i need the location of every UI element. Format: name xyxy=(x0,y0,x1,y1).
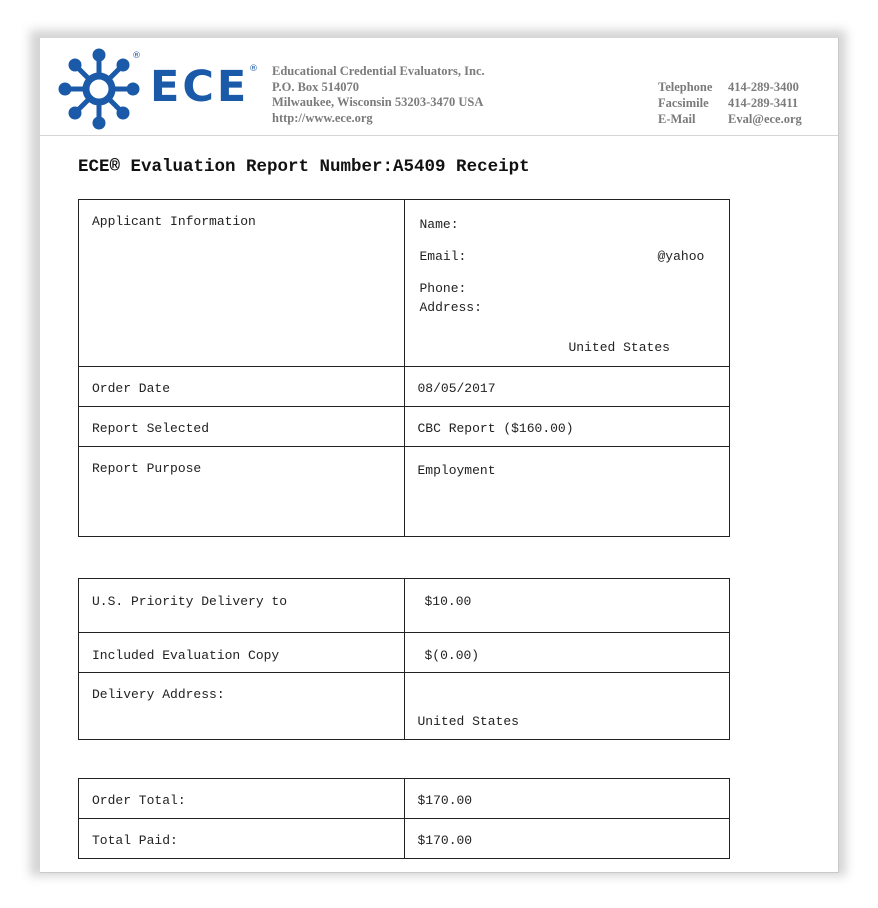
report-purpose-value: Employment xyxy=(417,463,496,478)
contact-value: 414-289-3411 xyxy=(728,96,799,110)
table-row xyxy=(79,633,730,673)
report-selected-value: CBC Report ($160.00) xyxy=(417,421,574,436)
order-date-value-cell xyxy=(404,367,730,407)
company-city: Milwaukee, Wisconsin 53203-3470 USA xyxy=(272,95,484,109)
applicant-email-label: Email: xyxy=(419,249,467,264)
evaluation-copy-value-cell xyxy=(404,633,730,673)
table-row xyxy=(79,407,730,447)
applicant-name-label: Name: xyxy=(419,217,459,232)
order-date-label: Order Date xyxy=(92,381,171,396)
contact-email xyxy=(658,111,802,127)
priority-delivery-label-cell xyxy=(79,579,405,633)
receipt-document xyxy=(40,38,839,873)
order-date-label-cell xyxy=(79,367,405,407)
table-row xyxy=(79,779,730,819)
contact-label: Facsimile xyxy=(658,96,709,110)
priority-delivery-value-cell xyxy=(404,579,730,633)
applicant-order-table xyxy=(78,199,730,537)
report-purpose-label: Report Purpose xyxy=(92,461,202,476)
delivery-address-country: United States xyxy=(417,714,519,729)
registered-mark-icon: ® xyxy=(249,64,258,74)
applicant-section-cell xyxy=(79,200,405,367)
table-row xyxy=(79,447,730,537)
company-po-box: P.O. Box 514070 xyxy=(272,79,360,94)
contact-value: Eval@ece.org xyxy=(728,112,802,126)
report-selected-label-cell xyxy=(79,407,405,447)
total-paid-label-cell xyxy=(79,819,405,859)
order-total-label-cell xyxy=(79,779,405,819)
registered-mark-icon: ® xyxy=(132,51,141,61)
ece-molecule-logo-icon xyxy=(58,48,140,130)
report-purpose-label-cell xyxy=(79,447,405,537)
contact-label: E-Mail xyxy=(658,112,696,126)
evaluation-copy-label: Included Evaluation Copy xyxy=(92,648,280,663)
table-row xyxy=(79,579,730,633)
priority-delivery-value: $10.00 xyxy=(424,594,472,609)
ece-wordmark: ECE xyxy=(150,62,250,112)
contact-facsimile xyxy=(658,95,802,111)
table-row xyxy=(79,367,730,407)
company-name: Educational Credential Evaluators, Inc. xyxy=(272,64,485,78)
report-selected-value-cell xyxy=(404,407,730,447)
evaluation-copy-label-cell xyxy=(79,633,405,673)
report-purpose-value-cell xyxy=(404,447,730,537)
evaluation-copy-value: $(0.00) xyxy=(424,648,480,663)
applicant-email-value: @yahoo xyxy=(657,249,705,264)
delivery-address-label: Delivery Address: xyxy=(92,687,225,702)
contact-label: Telephone xyxy=(658,80,713,94)
totals-table xyxy=(78,778,730,859)
contact-block xyxy=(658,79,802,127)
table-row xyxy=(79,673,730,740)
table-row xyxy=(79,819,730,859)
table-row xyxy=(79,200,730,367)
applicant-address-label: Address: xyxy=(419,300,482,315)
applicant-details-cell xyxy=(404,200,730,367)
total-paid-label: Total Paid: xyxy=(92,833,178,848)
delivery-address-value-cell xyxy=(404,673,730,740)
priority-delivery-label: U.S. Priority Delivery to xyxy=(92,594,288,609)
letterhead xyxy=(40,38,838,136)
report-title: ECE® Evaluation Report Number:A5409 Receipt xyxy=(78,157,530,177)
company-website: http://www.ece.org xyxy=(272,110,373,125)
contact-telephone xyxy=(658,79,802,95)
applicant-section-label: Applicant Information xyxy=(92,214,256,229)
company-address-block xyxy=(272,64,485,126)
applicant-country: United States xyxy=(568,340,670,355)
delivery-table xyxy=(78,578,730,740)
total-paid-value: $170.00 xyxy=(417,833,473,848)
contact-value: 414-289-3400 xyxy=(728,80,799,94)
delivery-address-label-cell xyxy=(79,673,405,740)
applicant-phone-label: Phone: xyxy=(419,281,467,296)
order-total-value: $170.00 xyxy=(417,793,473,808)
order-date-value: 08/05/2017 xyxy=(417,381,496,396)
total-paid-value-cell xyxy=(404,819,730,859)
order-total-value-cell xyxy=(404,779,730,819)
report-selected-label: Report Selected xyxy=(92,421,210,436)
order-total-label: Order Total: xyxy=(92,793,186,808)
